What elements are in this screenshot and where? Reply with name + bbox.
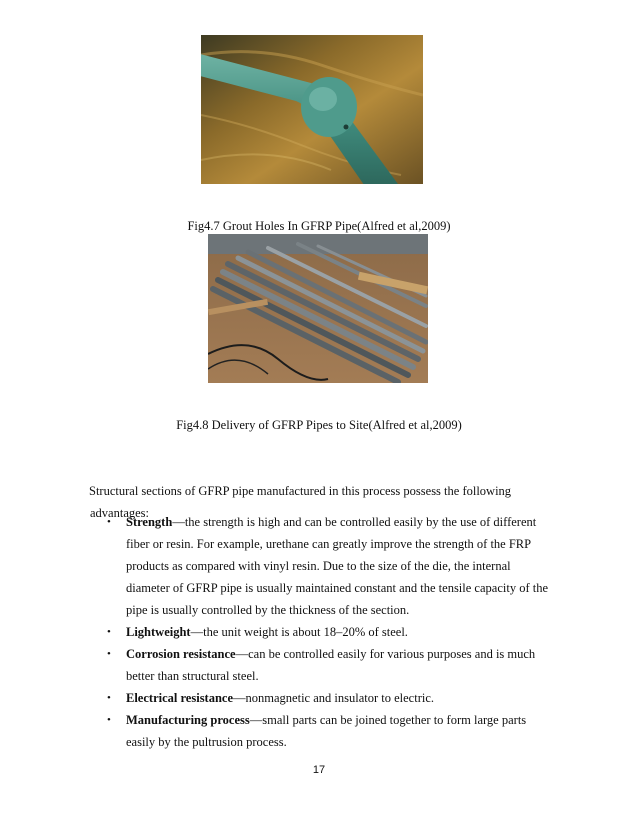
figure-photo-pipe-delivery [208,234,428,383]
list-item-electrical [107,687,557,709]
term-strength: Strength [126,515,173,529]
bullet-icon: • [107,516,111,528]
desc-corrosion: —can be controlled easily for various purposes and is much better than structural steel. [126,647,536,683]
term-lightweight: Lightweight [126,625,191,639]
figure-caption-4-7: Fig4.7 Grout Holes In GFRP Pipe(Alfred et al,2009) [187,218,451,233]
desc-lightweight: —the unit weight is about 18–20% of steel. [190,625,408,639]
desc-manufacturing: —small parts can be joined together to form large parts easily by the pultrusion process. [126,713,527,749]
figure-caption-4-8: Fig4.8 Delivery of GFRP Pipes to Site(Alfred et al,2009) [176,417,462,432]
bullet-icon: • [107,648,111,660]
list-item-lightweight [107,621,557,643]
list-item-strength [107,511,557,621]
intro-paragraph-line1: Structural sections of GFRP pipe manufactured in this process possess the following [89,483,512,498]
list-item-manufacturing [107,709,557,753]
desc-electrical: —nonmagnetic and insulator to electric. [233,691,435,705]
advantages-list [107,511,557,753]
term-electrical: Electrical resistance [126,691,234,705]
desc-strength: —the strength is high and can be controlled easily by the use of different fiber or resin. For example, urethane can greatly improve the strength of the FRP products as compared with vinyl resin. Due to the size of the die, the internal diameter of GFRP pipe is usually maintained constant and the tensile capacity of the pipe is usually controlled by the thickness of the section. [126,515,548,617]
figure-photo-grout-holes [201,35,423,184]
bullet-icon: • [107,714,111,726]
term-corrosion: Corrosion resistance [126,647,236,661]
page-number: 17 [312,764,326,776]
list-item-corrosion [107,643,557,687]
term-manufacturing: Manufacturing process [126,713,250,727]
bullet-icon: • [107,626,111,638]
bullet-icon: • [107,692,111,704]
intro-paragraph-line2: advantages: [90,505,150,520]
